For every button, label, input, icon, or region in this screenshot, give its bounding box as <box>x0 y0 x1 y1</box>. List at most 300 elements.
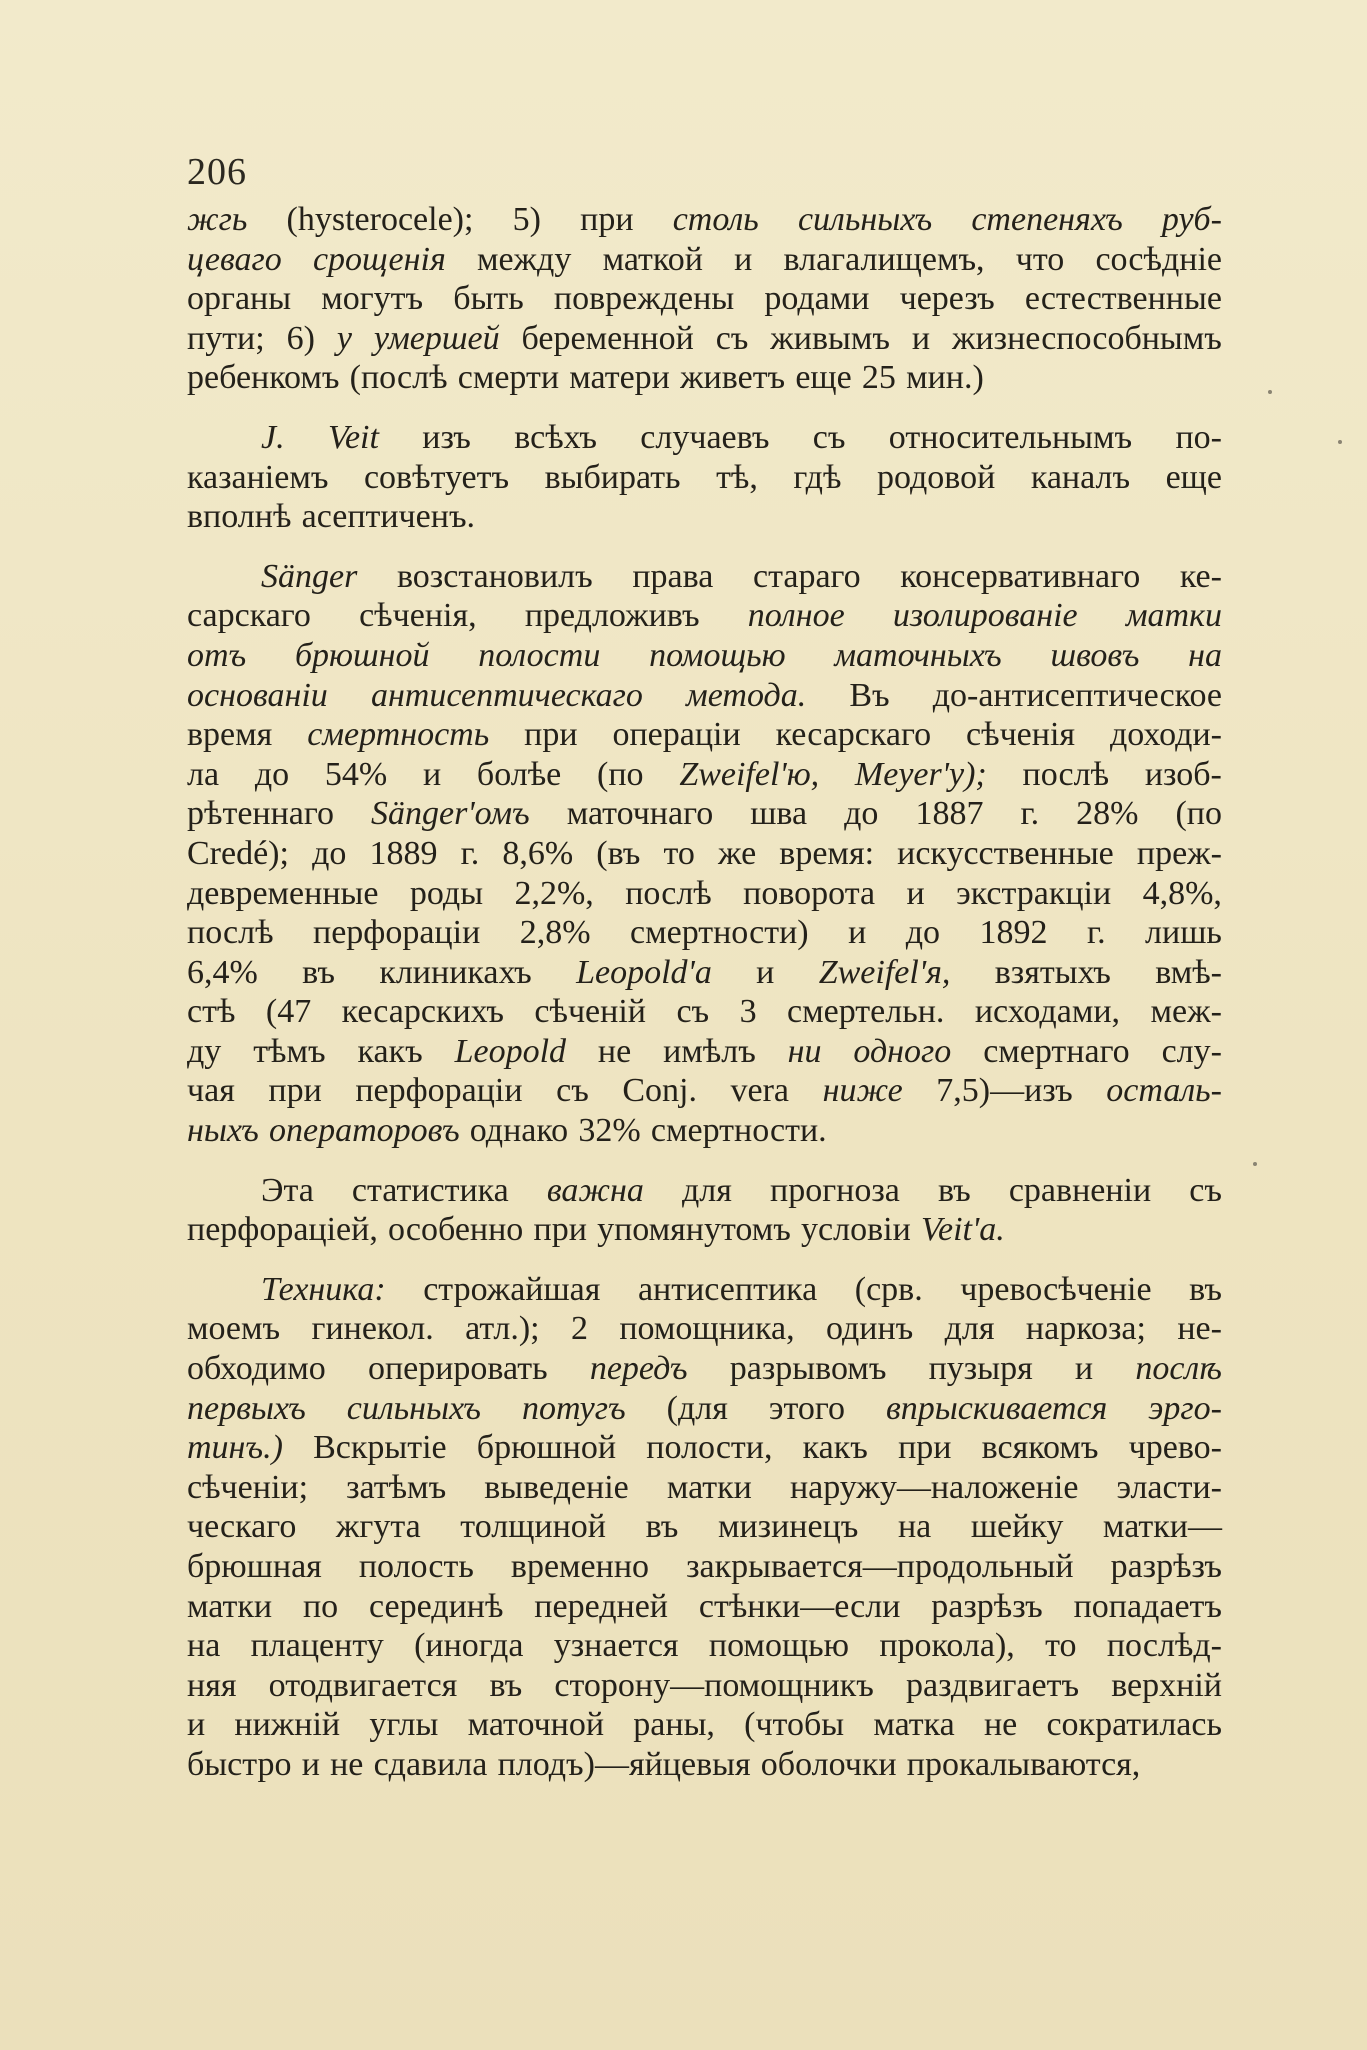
word: органы <box>187 280 292 318</box>
word: серединѣ <box>369 1587 504 1625</box>
word: консервативнаго <box>900 557 1141 595</box>
text-line <box>187 279 1222 319</box>
word: (hysterocele); <box>286 201 474 238</box>
word: 2 <box>570 1310 588 1348</box>
word: ческаго <box>187 1508 297 1546</box>
word: всѣхъ <box>514 418 597 456</box>
word: швовъ <box>1050 636 1140 674</box>
word: и <box>187 1706 206 1744</box>
word: Zweifel'ю, <box>679 755 820 793</box>
word: для <box>944 1310 995 1348</box>
word: (47 <box>265 993 312 1031</box>
word: и <box>906 874 925 912</box>
word: не- <box>1177 1310 1222 1348</box>
word: матка <box>873 1706 955 1744</box>
word: по- <box>1175 418 1222 456</box>
word: асептиченъ. <box>301 498 476 536</box>
text-line <box>187 458 1222 498</box>
word: какъ <box>357 1032 423 1070</box>
text-line <box>187 755 1222 795</box>
word: въ <box>302 953 335 991</box>
word: впрыскивается <box>885 1389 1108 1427</box>
word: смертности) <box>630 914 809 952</box>
word: 2,8% <box>519 914 591 952</box>
word: быстро <box>187 1745 292 1783</box>
word: родовой <box>876 458 996 496</box>
word: (чтобы <box>744 1706 845 1744</box>
word: беременной <box>521 319 694 357</box>
word: пузыря <box>928 1350 1033 1388</box>
word: для <box>682 1171 732 1209</box>
word: маточнаго <box>566 795 714 833</box>
word: возстановилъ <box>396 557 593 595</box>
word: попадаетъ <box>1073 1587 1222 1625</box>
word: чревосѣченіе <box>960 1270 1152 1308</box>
word: могутъ <box>321 280 424 318</box>
word: сократилась <box>1046 1706 1222 1744</box>
word: прокола), <box>879 1627 1015 1665</box>
word: разрывомъ <box>729 1350 887 1388</box>
text-line <box>187 1171 1222 1211</box>
word: сдавила <box>373 1745 488 1783</box>
word: ду <box>187 1032 222 1070</box>
word: послѣ <box>1022 755 1110 793</box>
text-line <box>187 1309 1222 1349</box>
word: чрево- <box>1128 1429 1222 1467</box>
word: экстракціи <box>956 874 1112 912</box>
word: перфораціей, <box>187 1211 378 1249</box>
word: vera <box>730 1072 790 1110</box>
word: (въ <box>596 834 641 872</box>
word: родами <box>764 280 870 318</box>
word: 7,5)—изъ <box>936 1072 1073 1110</box>
word: ла <box>187 755 220 793</box>
text-line <box>187 913 1222 953</box>
word: еще <box>1165 458 1222 496</box>
word: то <box>1045 1627 1077 1665</box>
word: на <box>897 1508 932 1546</box>
word: смертность <box>307 716 490 754</box>
word: изоб- <box>1144 755 1222 793</box>
word: время: <box>779 834 875 872</box>
word: цеваго <box>187 240 282 278</box>
word: оболочки <box>760 1745 897 1783</box>
word: нижній <box>234 1706 341 1744</box>
word: стѣ <box>187 993 236 1031</box>
word: 6) <box>286 319 315 357</box>
word: метода. <box>686 676 807 714</box>
paragraph <box>187 557 1222 1151</box>
word: лишь <box>1145 914 1222 952</box>
word: стараго <box>752 557 861 595</box>
word: брюшная <box>187 1548 322 1585</box>
word: Sänger'омъ <box>371 795 530 833</box>
word: совѣтуетъ <box>363 458 510 496</box>
word: въ <box>645 1508 679 1546</box>
text-line <box>187 676 1222 716</box>
word: матки <box>1125 597 1222 635</box>
word: выбирать <box>544 458 681 496</box>
word: доходи- <box>1109 716 1222 754</box>
word: одинъ <box>825 1310 914 1348</box>
word: болѣе <box>476 755 562 793</box>
word: девременные <box>187 874 379 912</box>
paragraph <box>187 200 1222 398</box>
text-line <box>187 319 1222 359</box>
word: помощью <box>649 636 786 674</box>
word: обходимо <box>187 1350 326 1388</box>
word: этого <box>768 1389 845 1427</box>
word: г. <box>460 834 480 872</box>
margin-speck <box>1338 440 1342 444</box>
word: смертельн. <box>787 993 945 1031</box>
word: сильныхъ <box>797 201 933 238</box>
word: вполнѣ <box>187 498 292 536</box>
word: влагалищемъ, <box>783 240 985 278</box>
word: отодвигается <box>268 1666 458 1704</box>
word: полость <box>358 1548 474 1585</box>
text-line <box>187 1626 1222 1666</box>
word: плаценту <box>250 1627 384 1665</box>
word: затѣмъ <box>346 1468 447 1506</box>
word: матки <box>666 1468 752 1506</box>
word: маткой <box>602 240 703 278</box>
word: кесарскихъ <box>341 993 504 1031</box>
text-line <box>187 1032 1222 1072</box>
word: Credé); <box>187 834 289 872</box>
word: верхній <box>1111 1666 1222 1704</box>
word: 6,4% <box>187 953 258 991</box>
word: особенно <box>388 1211 524 1249</box>
word: какъ <box>802 1429 868 1467</box>
word: 25 <box>861 359 896 397</box>
word: всякомъ <box>981 1429 1099 1467</box>
word: гинекол. <box>311 1310 434 1348</box>
word: мизинецъ <box>717 1508 859 1546</box>
word: послѣ <box>1135 1350 1222 1388</box>
word: при <box>898 1429 952 1467</box>
word: (срв. <box>854 1270 923 1308</box>
word: Вскрытіе <box>313 1429 447 1467</box>
word: сѣченіи; <box>187 1468 309 1506</box>
body-text <box>187 200 1222 1785</box>
word: въ <box>1189 1270 1222 1308</box>
word: эласти- <box>1116 1468 1222 1506</box>
word: и <box>422 755 442 793</box>
word: сильныхъ <box>346 1389 481 1427</box>
word: Leopold'а <box>576 953 712 991</box>
word: до <box>905 914 941 952</box>
word: сарскаго <box>187 597 311 635</box>
word: 4,8%, <box>1142 874 1222 912</box>
word: статистика <box>351 1171 509 1209</box>
text-line <box>187 1071 1222 1111</box>
word: основаніи <box>187 676 328 714</box>
paragraph <box>187 1270 1222 1785</box>
word: имѣлъ <box>663 1032 756 1070</box>
text-line <box>187 418 1222 458</box>
word: Veit <box>327 418 379 456</box>
word: г. <box>1086 914 1106 952</box>
word: не <box>330 1745 364 1783</box>
word: помощью <box>708 1627 850 1665</box>
word: кесарскаго <box>775 716 932 754</box>
word: шва <box>750 795 808 833</box>
word: жгь <box>187 201 248 238</box>
word: углы <box>369 1706 439 1744</box>
word: и <box>301 1745 320 1783</box>
word: атл.); <box>465 1310 540 1348</box>
word: у <box>336 319 352 357</box>
word: стѣнки—если <box>698 1587 901 1625</box>
word: наркоза; <box>1025 1310 1146 1348</box>
text-line <box>187 1666 1222 1706</box>
word: поворота <box>743 874 876 912</box>
page-number: 206 <box>187 151 247 193</box>
word: съ <box>715 319 749 357</box>
word: тинъ.) <box>187 1429 283 1467</box>
word: антисептическаго <box>370 676 643 714</box>
word: умершей <box>373 319 500 357</box>
word: плодъ)—яйцевыя <box>497 1745 751 1783</box>
text-line <box>187 1705 1222 1745</box>
text-line <box>187 240 1222 280</box>
word: смертнаго <box>983 1032 1130 1070</box>
word: наружу—наложеніе <box>789 1468 1079 1506</box>
text-line <box>187 1428 1222 1468</box>
word: потугъ <box>521 1389 626 1427</box>
word: помощника, <box>619 1310 795 1348</box>
text-line <box>187 557 1222 597</box>
word: осталь- <box>1106 1072 1222 1110</box>
word: что <box>1015 240 1065 278</box>
text-line <box>187 1349 1222 1389</box>
word: мин.) <box>906 359 984 397</box>
word: изъ <box>422 418 471 456</box>
text-line <box>187 1468 1222 1508</box>
word: 2,2%, <box>514 874 594 912</box>
word: маточныхъ <box>834 636 1002 674</box>
word: срощенія <box>312 240 446 278</box>
word: (по <box>1175 795 1222 833</box>
word: маточной <box>467 1706 605 1744</box>
word: до <box>312 834 347 872</box>
word: до-антисептическое <box>932 676 1222 714</box>
word: Въ <box>849 676 890 714</box>
word: съ <box>1189 1171 1222 1209</box>
word: съ <box>556 1072 589 1110</box>
word: живымъ <box>770 319 890 357</box>
word: при <box>524 716 578 754</box>
word: исходами, <box>974 993 1121 1031</box>
word: Эта <box>261 1171 314 1209</box>
word: узнается <box>553 1627 679 1665</box>
paragraph-gap <box>187 1151 1222 1171</box>
word: преж- <box>1136 834 1222 872</box>
word: столь <box>672 201 759 238</box>
word: меж- <box>1150 993 1222 1031</box>
text-line <box>187 1210 1222 1250</box>
word: Leopold <box>454 1032 567 1070</box>
word: разрѣзъ <box>931 1587 1043 1625</box>
word: перфораціи <box>355 1072 523 1110</box>
text-line <box>187 794 1222 834</box>
word: изолированіе <box>892 597 1078 635</box>
word: раздвигаетъ <box>906 1666 1080 1704</box>
word: и <box>734 240 753 278</box>
word: матки <box>187 1587 273 1625</box>
word: (послѣ <box>349 359 448 397</box>
word: взятыхъ <box>994 953 1111 991</box>
margin-speck <box>1253 1162 1257 1166</box>
word: сторону—помощникъ <box>554 1666 874 1704</box>
word: 28% <box>1076 795 1139 833</box>
paragraph <box>187 418 1222 537</box>
word: тѣ, <box>716 458 758 496</box>
word: слу- <box>1161 1032 1222 1070</box>
word: (по <box>597 755 644 793</box>
word: права <box>632 557 714 595</box>
word: няя <box>187 1666 237 1704</box>
word: ке- <box>1179 557 1222 595</box>
paragraph-gap <box>187 1250 1222 1270</box>
text-line <box>187 1587 1222 1627</box>
word: 54% <box>324 755 388 793</box>
word: жизнеспособнымъ <box>951 319 1222 357</box>
word: сѣченій <box>534 993 646 1031</box>
word: послѣ <box>625 874 712 912</box>
word: до <box>254 755 290 793</box>
word: 3 <box>739 993 757 1031</box>
text-line <box>187 1389 1222 1429</box>
word: рѣтеннаго <box>187 795 334 833</box>
word: и <box>848 914 867 952</box>
word: относительнымъ <box>888 418 1133 456</box>
word: въ <box>937 1171 971 1209</box>
word: матери <box>569 359 670 397</box>
word: сравненіи <box>1008 1171 1152 1209</box>
word: Meyer'у); <box>854 755 987 793</box>
word: операціи <box>612 716 741 754</box>
text-line <box>187 596 1222 636</box>
text-line <box>187 953 1222 993</box>
word: строжайшая <box>423 1270 601 1308</box>
text-line <box>187 1111 1222 1151</box>
word: время <box>187 716 273 754</box>
word: естественные <box>1024 280 1222 318</box>
text-line <box>187 992 1222 1032</box>
word: сѣченія <box>966 716 1076 754</box>
text-line <box>187 834 1222 874</box>
word: еще <box>795 359 852 397</box>
word: на <box>1188 636 1222 674</box>
paragraph <box>187 1171 1222 1250</box>
text-line <box>187 1507 1222 1547</box>
word: передъ <box>589 1350 688 1388</box>
word: не <box>983 1706 1018 1744</box>
word: полости, <box>646 1429 773 1467</box>
word: же <box>718 834 757 872</box>
word: казаніемъ <box>187 458 329 496</box>
word: (для <box>666 1389 728 1427</box>
word: Sänger <box>261 557 358 595</box>
word: смерти <box>457 359 560 397</box>
word: оперировать <box>367 1350 548 1388</box>
word: закрывается—продольный <box>686 1548 1074 1585</box>
word: живетъ <box>680 359 786 397</box>
word: однако <box>469 1112 569 1150</box>
word: одного <box>853 1032 952 1070</box>
word: предложивъ <box>524 597 700 635</box>
word: тѣмъ <box>253 1032 326 1070</box>
word: между <box>476 240 572 278</box>
word: на <box>187 1627 221 1665</box>
word: ни <box>787 1032 822 1070</box>
word: раны, <box>633 1706 715 1744</box>
word: разрѣзъ <box>1110 1548 1222 1585</box>
word: отъ <box>187 636 247 674</box>
word: сосѣдніе <box>1095 240 1222 278</box>
text-line <box>187 636 1222 676</box>
word: брюшной <box>476 1429 617 1467</box>
word: прокалываются, <box>906 1745 1141 1783</box>
text-line <box>187 1745 1222 1785</box>
word: быть <box>453 280 524 318</box>
word: условіи <box>801 1211 911 1249</box>
word: Veit'а. <box>920 1211 1005 1249</box>
word: въ <box>489 1666 523 1704</box>
word: брюшной <box>294 636 430 674</box>
word: при <box>580 201 634 238</box>
word: операторовъ <box>268 1112 460 1150</box>
word: смертности. <box>650 1112 827 1150</box>
word: полости <box>478 636 601 674</box>
word: полное <box>747 597 845 635</box>
word: пути; <box>187 319 265 357</box>
word: съ <box>676 993 710 1031</box>
word: при <box>268 1072 322 1110</box>
text-line <box>187 715 1222 755</box>
word: прогноза <box>770 1171 900 1209</box>
paragraph-gap <box>187 398 1222 418</box>
word: жгута <box>335 1508 421 1546</box>
word: J. <box>261 418 285 456</box>
word: при <box>533 1211 587 1249</box>
word: то <box>663 834 695 872</box>
margin-speck <box>1268 390 1272 394</box>
word: выведеніе <box>484 1468 629 1506</box>
word: ниже <box>822 1072 903 1110</box>
word: гдѣ <box>793 458 842 496</box>
word: чая <box>187 1072 235 1110</box>
text-line <box>187 1547 1222 1587</box>
word: и <box>756 953 775 991</box>
word: антисептика <box>637 1270 818 1308</box>
word: г. <box>1020 795 1040 833</box>
word: 1889 <box>369 834 438 872</box>
word: первыхъ <box>187 1389 306 1427</box>
word: по <box>302 1587 339 1625</box>
word: перфораціи <box>313 914 481 952</box>
paragraph-gap <box>187 537 1222 557</box>
word: клиникахъ <box>379 953 532 991</box>
word: каналъ <box>1030 458 1131 496</box>
text-line <box>187 200 1222 240</box>
word: случаевъ <box>640 418 770 456</box>
word: 1887 <box>915 795 984 833</box>
word: съ <box>812 418 846 456</box>
word: важна <box>546 1171 644 1209</box>
